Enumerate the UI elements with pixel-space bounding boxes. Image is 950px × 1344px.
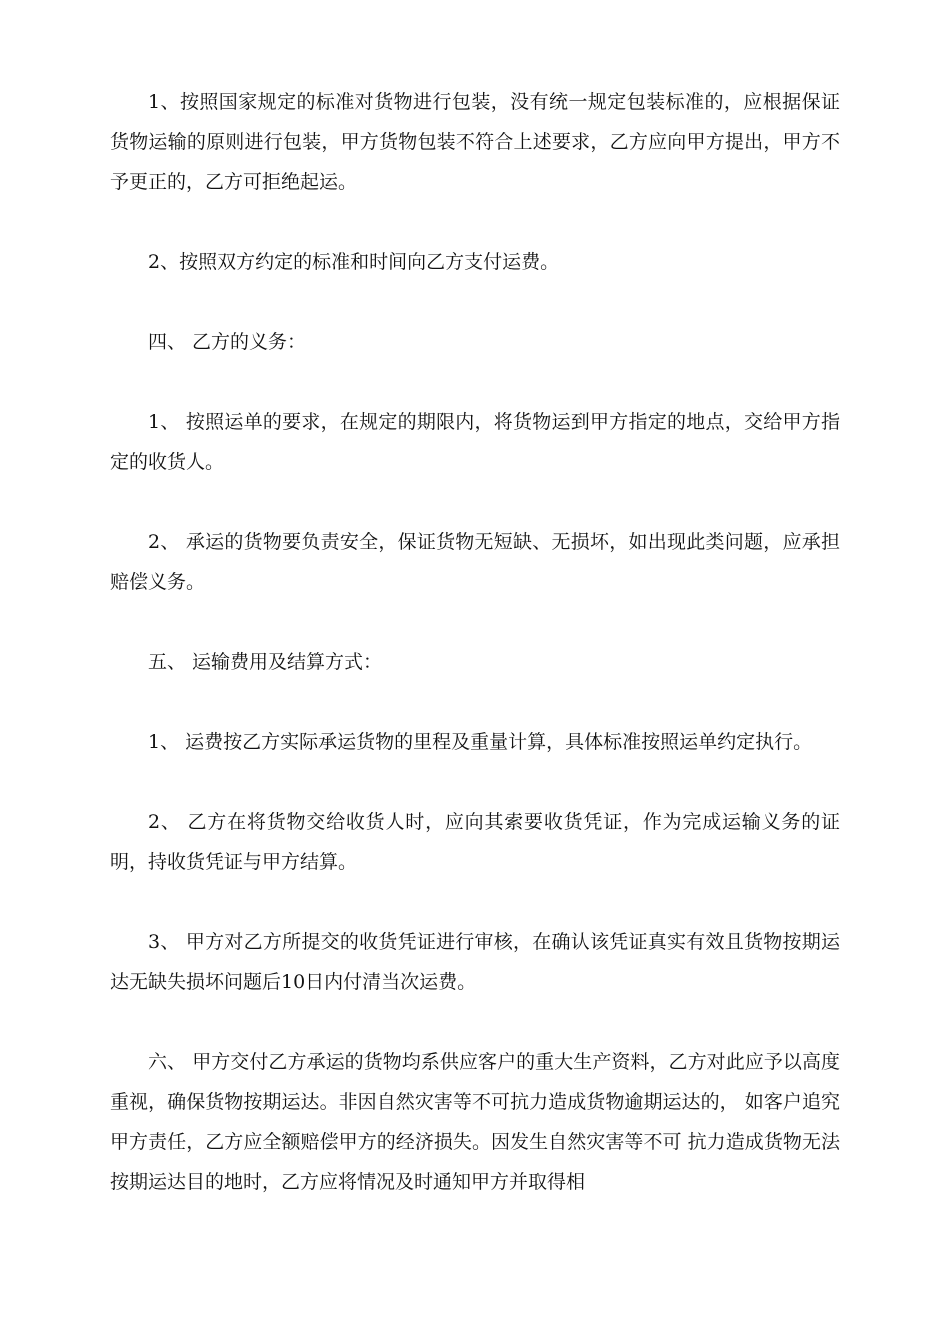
clause-5-1-fee: 1、 运费按乙方实际承运货物的里程及重量计算，具体标准按照运单约定执行。 (148, 731, 813, 753)
paragraph-spacer (110, 202, 840, 242)
section-heading-4: 四、 乙方的义务： (148, 331, 307, 353)
paragraph-spacer (110, 602, 840, 642)
section-6-text: 六、 甲方交付乙方承运的货物均系供应客户的重大生产资料，乙方对此应予以高度重视，确保货物按期运达。非因自然灾害等不可抗力造成货物逾期运达的， 如客户追究甲方责任，乙方应全额赔偿甲方的经济损失。因发生自然灾害等不可 抗力造成货物无法按期运达目的地时，乙方应将情况及时通知甲方并取得相 (110, 1051, 840, 1193)
clause-a-1-packaging: 1、按照国家规定的标准对货物进行包装，没有统一规定包装标准的，应根据保证货物运输的原则进行包装，甲方货物包装不符合上述要求，乙方应向甲方提出，甲方不予更正的，乙方可拒绝起运。 (110, 91, 840, 193)
paragraph-spacer (110, 282, 840, 322)
paragraph-spacer (110, 682, 840, 722)
paragraph-spacer (110, 762, 840, 802)
section-heading-5: 五、 运输费用及结算方式： (148, 651, 383, 673)
clause-4-2-safety: 2、 承运的货物要负责安全，保证货物无短缺、无损坏，如出现此类问题，应承担赔偿义务。 (110, 531, 840, 593)
paragraph-spacer (110, 482, 840, 522)
paragraph-spacer (110, 1002, 840, 1042)
clause-4-1-delivery: 1、 按照运单的要求，在规定的期限内，将货物运到甲方指定的地点，交给甲方指定的收货人。 (110, 411, 840, 473)
clause-a-2-payment: 2、按照双方约定的标准和时间向乙方支付运费。 (148, 251, 560, 273)
clause-5-3-review: 3、 甲方对乙方所提交的收货凭证进行审核，在确认该凭证真实有效且货物按期运达无缺失损坏问题后10日内付清当次运费。 (110, 931, 840, 993)
document-page (110, 82, 840, 1202)
paragraph-spacer (110, 362, 840, 402)
clause-5-2-receipt: 2、 乙方在将货物交给收货人时，应向其索要收货凭证，作为完成运输义务的证明，持收货凭证与甲方结算。 (110, 811, 840, 873)
paragraph-spacer (110, 882, 840, 922)
